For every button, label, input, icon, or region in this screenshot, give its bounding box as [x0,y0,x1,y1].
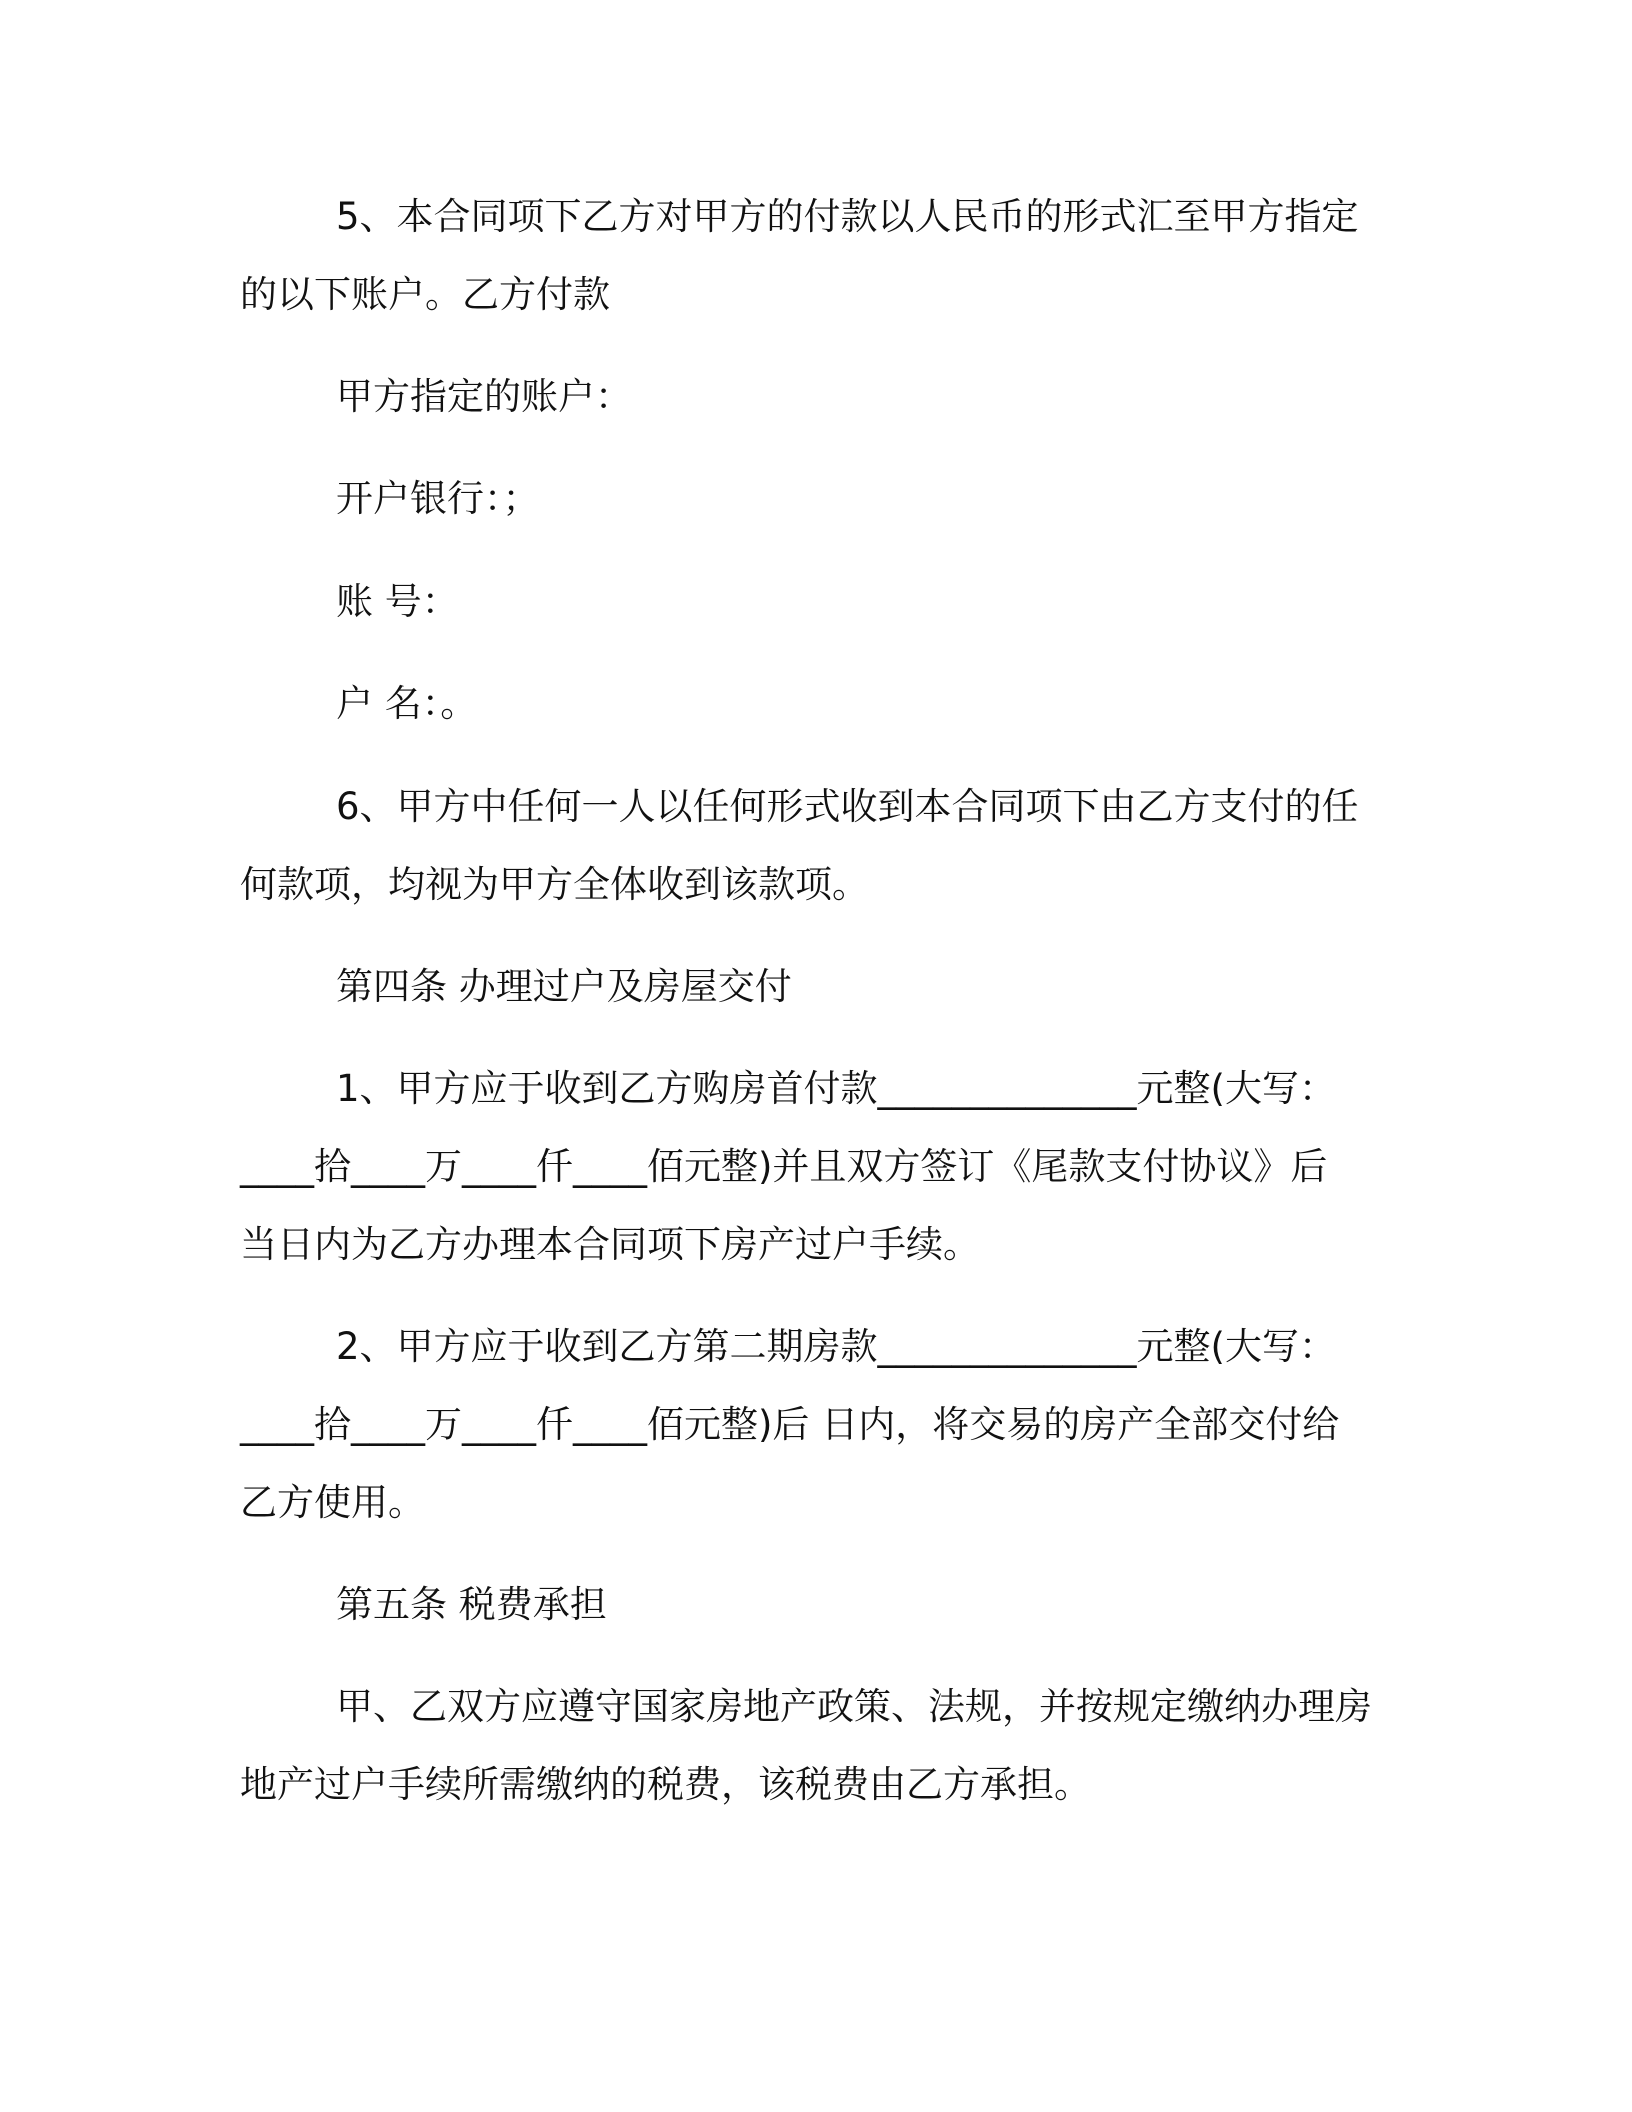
text-line: 第四条 办理过户及房屋交付 [336,965,792,1008]
text-line: 甲、乙双方应遵守国家房地产政策、法规，并按规定缴纳办理房 [336,1685,1372,1728]
article-5-heading [240,1566,1384,1644]
account-holder-field [240,665,1384,743]
clause-4-2-paragraph [240,1308,1384,1542]
bank-name-field [240,460,1384,538]
text-line: 的以下账户。乙方付款 [240,273,610,316]
clause-3-5-paragraph [240,178,1384,334]
text-line: 甲方指定的账户： [336,375,632,418]
article-4-heading [240,948,1384,1026]
text-line: 6、甲方中任何一人以任何形式收到本合同项下由乙方支付的任 [336,785,1359,828]
text-line: 地产过户手续所需缴纳的税费，该税费由乙方承担。 [240,1763,1091,1806]
text-line: 当日内为乙方办理本合同项下房产过户手续。 [240,1223,980,1266]
designated-account-label [240,358,1384,436]
text-line: 开户银行：； [336,477,540,520]
clause-4-1-paragraph [240,1050,1384,1284]
text-line: 何款项，均视为甲方全体收到该款项。 [240,863,869,906]
text-line: 2、甲方应于收到乙方第二期房款______________元整(大写： [336,1325,1336,1368]
clause-3-6-paragraph [240,768,1384,924]
account-number-field [240,563,1384,641]
text-line: 第五条 税费承担 [336,1583,607,1626]
text-line: 1、甲方应于收到乙方购房首付款______________元整(大写： [336,1067,1336,1110]
text-line: ____拾____万____仟____佰元整)后 日内，将交易的房产全部交付给 [240,1403,1340,1446]
text-line: 乙方使用。 [240,1481,425,1524]
text-line: 账 号： [336,580,459,623]
text-line: ____拾____万____仟____佰元整)并且双方签订《尾款支付协议》后 [240,1145,1328,1188]
text-line: 5、本合同项下乙方对甲方的付款以人民币的形式汇至甲方指定 [336,195,1359,238]
article-5-body-paragraph [240,1668,1384,1824]
text-line: 户 名：。 [336,682,478,725]
